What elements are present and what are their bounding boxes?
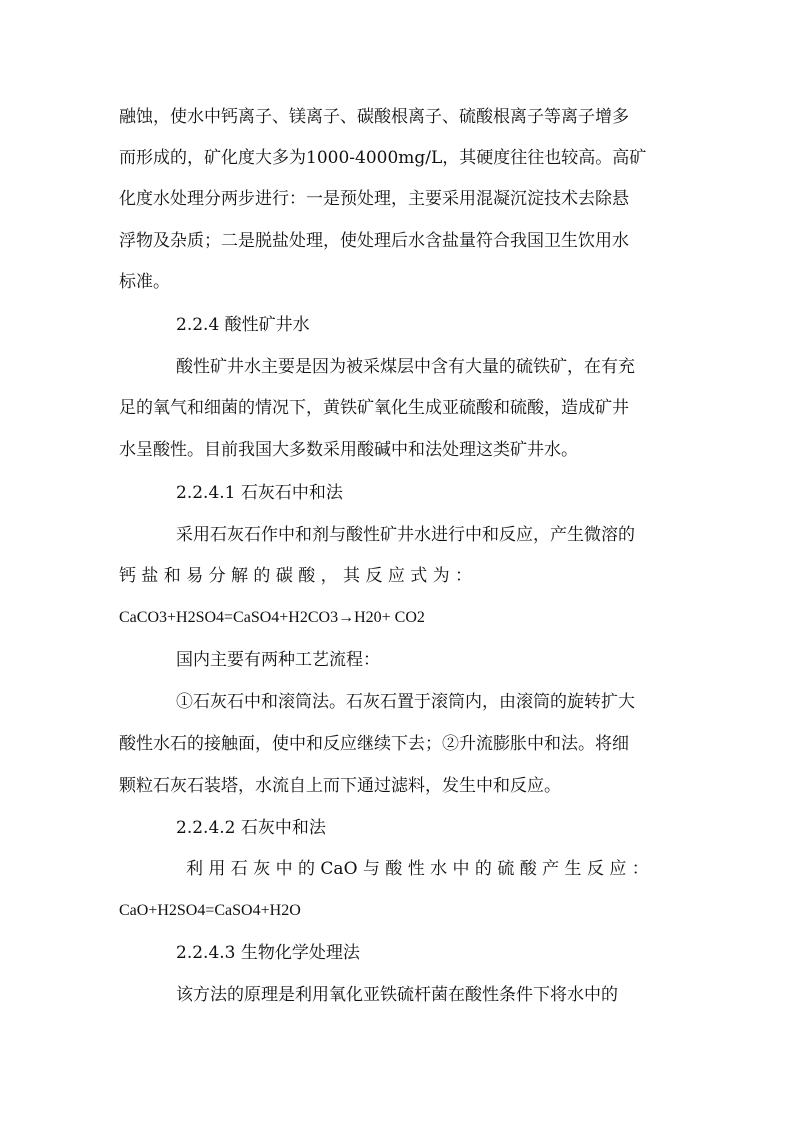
- paragraph-line: 融蚀，使水中钙离子、镁离子、碳酸根离子、硫酸根离子等离子增多: [119, 107, 629, 127]
- paragraph-line: 钙 盐 和 易 分 解 的 碳 酸 ， 其 反 应 式 为 ：: [119, 566, 473, 586]
- paragraph-line: ①石灰石中和滚筒法。石灰石置于滚筒内，由滚筒的旋转扩大: [176, 692, 635, 712]
- paragraph-line: 浮物及杂质；二是脱盐处理，使处理后水含盐量符合我国卫生饮用水: [119, 231, 629, 251]
- paragraph-line: 颗粒石灰石装塔，水流自上而下通过滤料，发生中和反应。: [119, 776, 561, 796]
- paragraph-line: 水呈酸性。目前我国大多数采用酸碱中和法处理这类矿井水。: [119, 440, 578, 460]
- paragraph-line: 利 用 石 灰 中 的 CaO 与 酸 性 水 中 的 硫 酸 产 生 反 应 ：: [186, 859, 649, 879]
- paragraph-line: 化度水处理分两步进行：一是预处理，主要采用混凝沉淀技术去除悬: [119, 189, 629, 209]
- paragraph-line: 而形成的，矿化度大多为1000-4000mg/L，其硬度往往也较高。高矿: [119, 148, 647, 168]
- paragraph-line: 酸性矿井水主要是因为被采煤层中含有大量的硫铁矿，在有充: [176, 357, 635, 377]
- section-heading: 2.2.4.3 生物化学处理法: [176, 943, 360, 963]
- chemical-equation: CaO+H2SO4=CaSO4+H2O: [119, 902, 301, 919]
- section-heading: 2.2.4 酸性矿井水: [176, 315, 310, 335]
- paragraph-line: 足的氧气和细菌的情况下，黄铁矿氧化生成亚硫酸和硫酸，造成矿井: [119, 398, 629, 418]
- section-heading: 2.2.4.1 石灰石中和法: [176, 483, 343, 503]
- paragraph-line: 该方法的原理是利用氧化亚铁硫杆菌在酸性条件下将水中的: [176, 985, 618, 1005]
- paragraph-line: 酸性水石的接触面，使中和反应继续下去；②升流膨胀中和法。将细: [119, 734, 629, 754]
- chemical-equation: CaCO3+H2SO4=CaSO4+H2CO3→H20+ CO2: [119, 609, 425, 626]
- paragraph-line: 国内主要有两种工艺流程：: [176, 650, 380, 670]
- paragraph-line: 标准。: [119, 272, 170, 292]
- section-heading: 2.2.4.2 石灰中和法: [176, 818, 326, 838]
- paragraph-line: 采用石灰石作中和剂与酸性矿井水进行中和反应，产生微溶的: [176, 525, 635, 545]
